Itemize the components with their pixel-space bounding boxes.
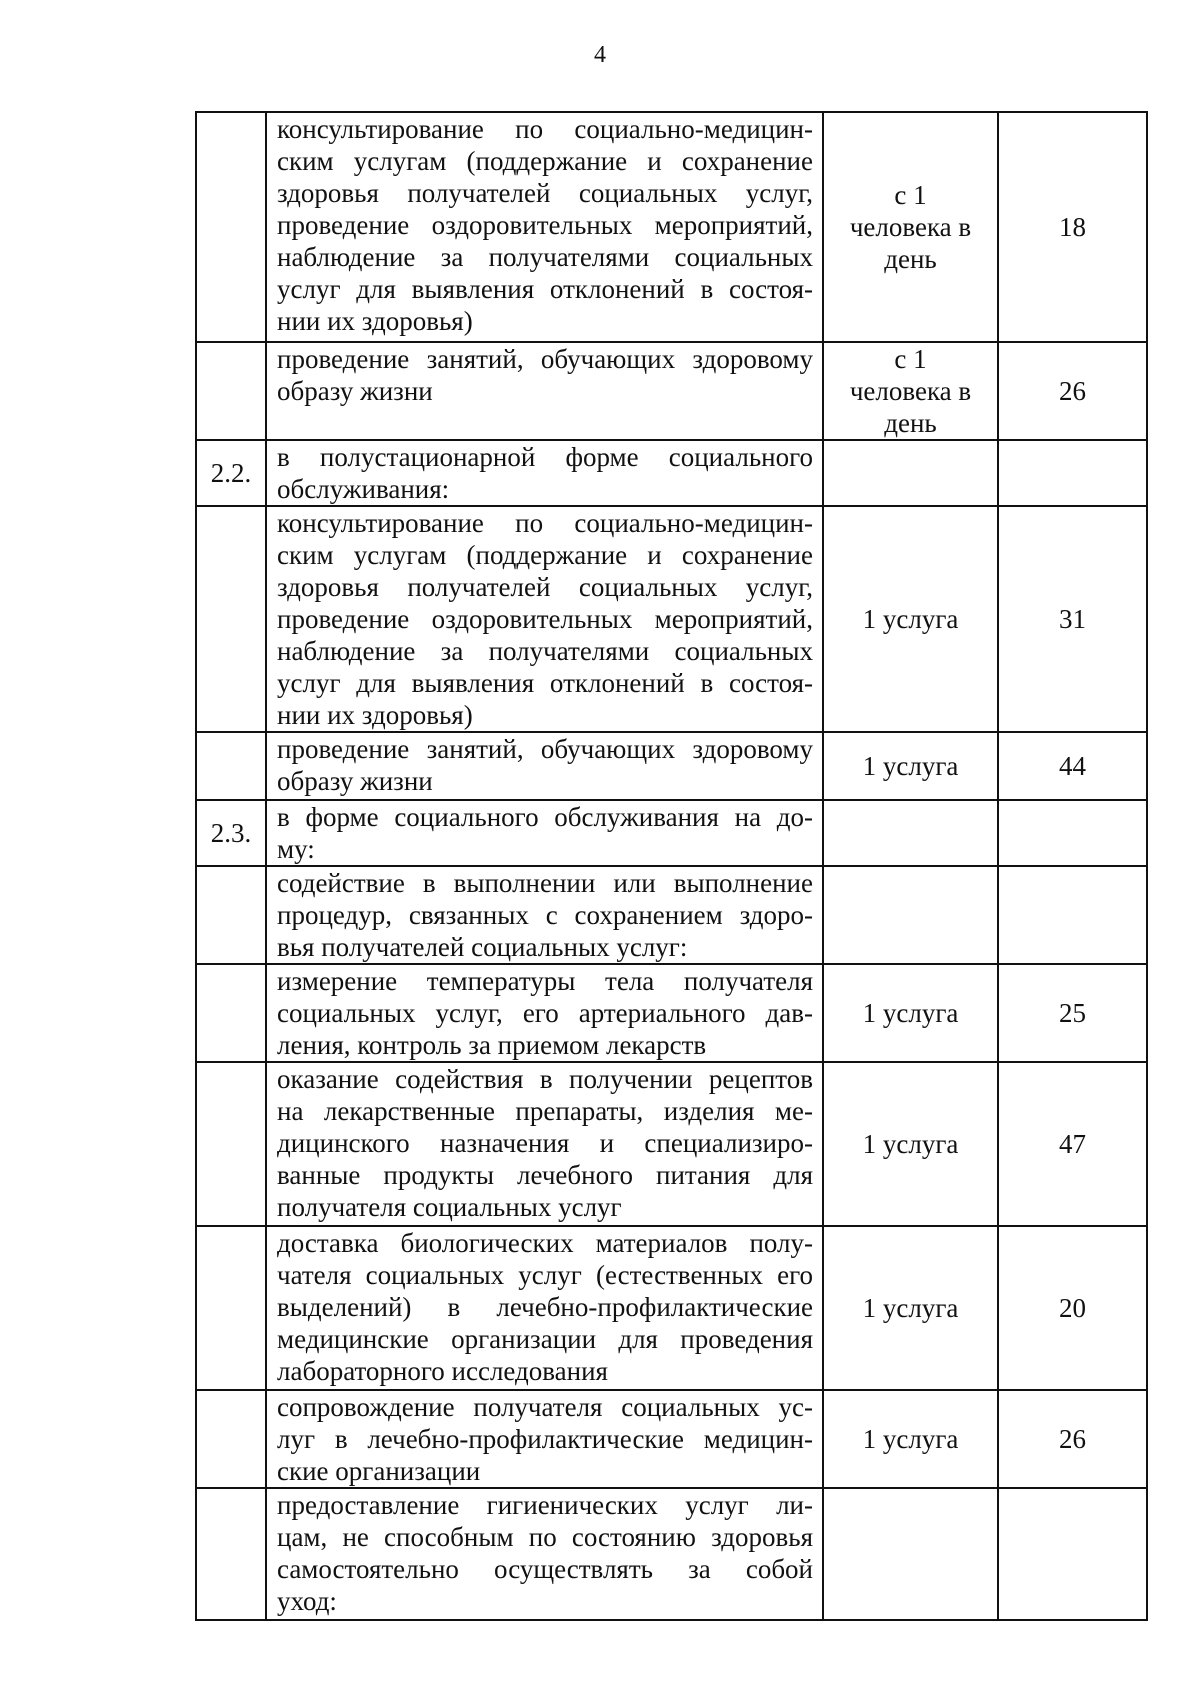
unit-cell [823,866,998,964]
unit-cell [823,800,998,866]
description-line: нии их здоровья) [277,700,473,730]
description-line: процедур, связанных с сохранением здоро- [277,900,813,930]
row-number-cell [196,866,266,964]
description-line: вья получателей социальных услуг: [277,932,688,962]
description-line: получателя социальных услуг [277,1192,622,1222]
description-line: здоровья получателей социальных услуг, [277,572,813,602]
description-line: цам, не способным по состоянию здоровья [277,1522,813,1552]
description-line: услуг для выявления отклонений в состоя- [277,274,813,304]
service-description-cell [266,1488,823,1620]
service-description-cell [266,342,823,440]
tariff-value-cell: 44 [998,732,1147,800]
description-line: услуг для выявления отклонений в состоя- [277,668,813,698]
table-row [196,1062,1147,1226]
description-line: луг в лечебно-профилактические медицин- [277,1424,813,1454]
page-number: 4 [594,42,606,68]
tariff-value-cell [998,866,1147,964]
description-line: в форме социального обслуживания на до- [277,802,813,832]
table-row [196,1226,1147,1390]
tariff-value-cell: 26 [998,342,1147,440]
description-line: в полустационарной форме социального [277,442,813,472]
service-description-cell [266,732,823,800]
description-line: самостоятельно осуществлять за собой [277,1554,813,1584]
description-line: консультирование по социально-медицин- [277,508,813,538]
description-line: ления, контроль за приемом лекарств [277,1030,707,1060]
row-number-cell [196,1390,266,1488]
service-description-cell [266,866,823,964]
tariff-value-cell: 25 [998,964,1147,1062]
service-description-cell [266,112,823,342]
service-description-cell [266,440,823,506]
description-line: проведение занятий, обучающих здоровому [277,344,813,374]
unit-cell [823,1488,998,1620]
tariff-value-cell: 20 [998,1226,1147,1390]
description-line: образу жизни [277,376,433,406]
description-line: образу жизни [277,766,433,796]
description-line: нии их здоровья) [277,306,473,336]
description-line: обслуживания: [277,474,450,504]
unit-cell [823,440,998,506]
description-line: наблюдение за получателями социальных [277,242,813,272]
unit-cell: 1 услуга [823,732,998,800]
description-line: наблюдение за получателями социальных [277,636,813,666]
description-line: уход: [277,1586,337,1616]
description-line: социальных услуг, его артериального дав- [277,998,813,1028]
row-number-cell: 2.3. [196,800,266,866]
service-description-cell [266,1062,823,1226]
description-line: ванные продукты лечебного питания для [277,1160,813,1190]
row-number-cell [196,1062,266,1226]
row-number-cell [196,1226,266,1390]
table-row [196,866,1147,964]
table-row [196,964,1147,1062]
unit-cell: с 1 человека в день [823,112,998,342]
service-description-cell [266,964,823,1062]
description-line: медицинские организации для проведения [277,1324,813,1354]
tariff-value-cell: 18 [998,112,1147,342]
description-line: дицинского назначения и специализиро- [277,1128,813,1158]
description-line: лабораторного исследования [277,1356,608,1386]
service-description-cell [266,1390,823,1488]
table-row [196,440,1147,506]
table-row [196,506,1147,732]
description-line: ским услугам (поддержание и сохранение [277,540,813,570]
description-line: на лекарственные препараты, изделия ме- [277,1096,813,1126]
unit-cell: 1 услуга [823,964,998,1062]
tariff-value-cell [998,440,1147,506]
unit-cell: 1 услуга [823,1390,998,1488]
unit-cell: 1 услуга [823,1062,998,1226]
row-number-cell [196,964,266,1062]
description-line: измерение температуры тела получателя [277,966,813,996]
description-line: чателя социальных услуг (естественных его [277,1260,813,1290]
description-line: здоровья получателей социальных услуг, [277,178,813,208]
service-description-cell [266,1226,823,1390]
table-row [196,342,1147,440]
row-number-cell [196,1488,266,1620]
tariff-value-cell [998,800,1147,866]
row-number-cell [196,506,266,732]
tariff-value-cell [998,1488,1147,1620]
description-line: консультирование по социально-медицин- [277,114,813,144]
row-number-cell [196,112,266,342]
table-row [196,1488,1147,1620]
table-row [196,1390,1147,1488]
table-row [196,800,1147,866]
description-line: содействие в выполнении или выполнение [277,868,813,898]
row-number-cell [196,732,266,800]
unit-cell: 1 услуга [823,1226,998,1390]
description-line: доставка биологических материалов полу- [277,1228,813,1258]
services-tariff-table [195,111,1148,1621]
description-line: ским услугам (поддержание и сохранение [277,146,813,176]
tariff-value-cell: 31 [998,506,1147,732]
unit-cell: с 1 человека в день [823,342,998,440]
description-line: проведение оздоровительных мероприятий, [277,210,813,240]
table-row [196,732,1147,800]
table-row [196,112,1147,342]
description-line: проведение оздоровительных мероприятий, [277,604,813,634]
description-line: проведение занятий, обучающих здоровому [277,734,813,764]
table-body [196,112,1147,1620]
description-line: предоставление гигиенических услуг ли- [277,1490,813,1520]
description-line: выделений) в лечебно-профилактические [277,1292,813,1322]
description-line: му: [277,834,315,864]
service-description-cell [266,800,823,866]
unit-cell: 1 услуга [823,506,998,732]
tariff-value-cell: 26 [998,1390,1147,1488]
row-number-cell [196,342,266,440]
service-description-cell [266,506,823,732]
description-line: сопровождение получателя социальных ус- [277,1392,813,1422]
description-line: оказание содействия в получении рецептов [277,1064,813,1094]
tariff-value-cell: 47 [998,1062,1147,1226]
row-number-cell: 2.2. [196,440,266,506]
description-line: ские организации [277,1456,481,1486]
